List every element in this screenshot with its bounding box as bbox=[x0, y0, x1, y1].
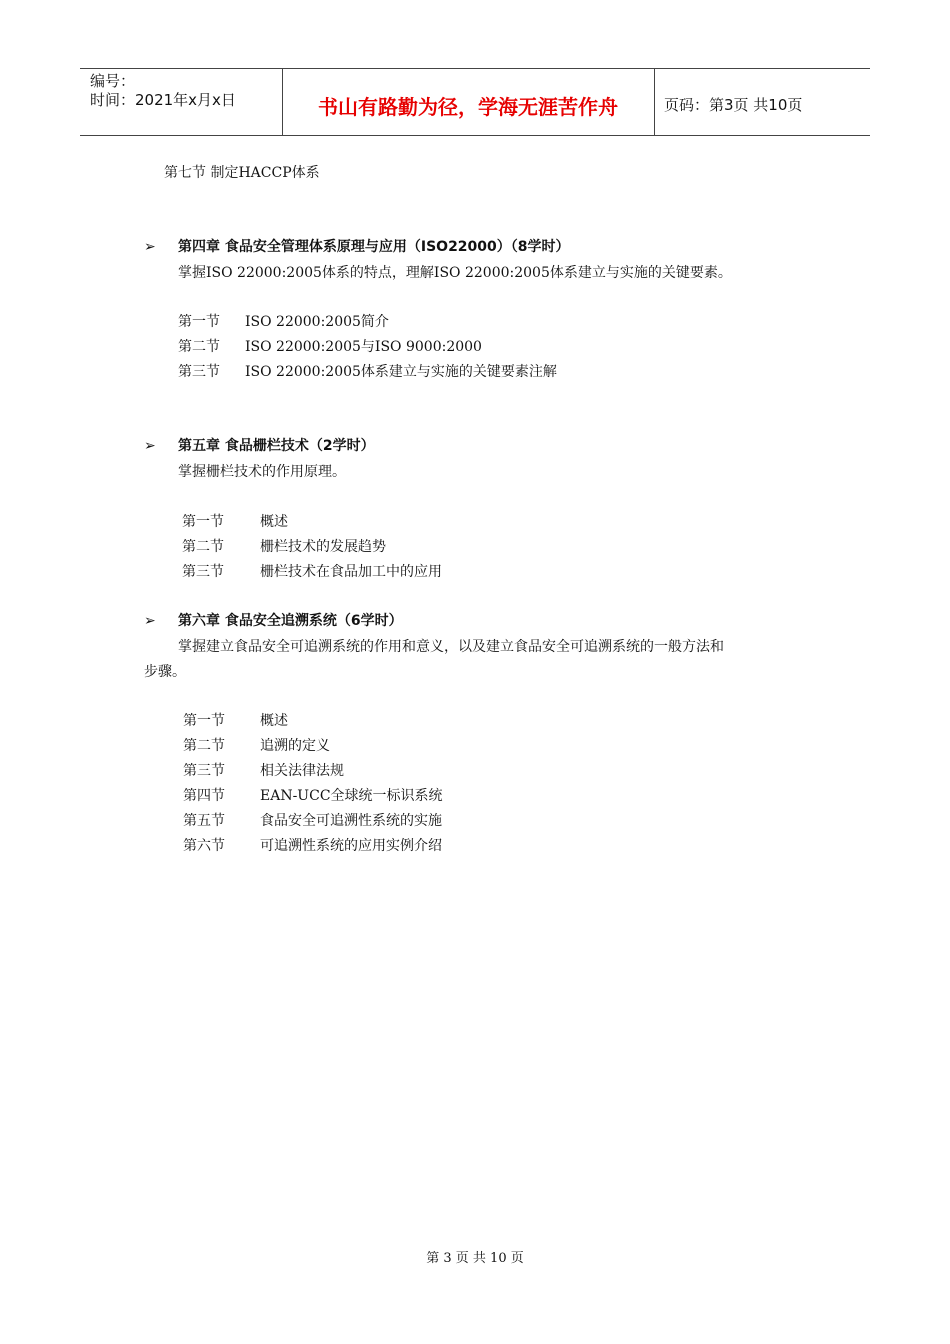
section-item bbox=[183, 710, 288, 730]
chapter-title: 第五章 食品栅栏技术（2学时） bbox=[178, 438, 375, 454]
section-number: 第五节 bbox=[183, 813, 225, 829]
section-title: ISO 22000:2005简介 bbox=[245, 314, 389, 330]
header-meta bbox=[90, 72, 236, 110]
chapter-description: 掌握建立食品安全可追溯系统的作用和意义，以及建立食品安全可追溯系统的一般方法和 bbox=[178, 639, 724, 655]
chapter-title: 第六章 食品安全追溯系统（6学时） bbox=[178, 613, 403, 629]
chapter-description: 掌握栅栏技术的作用原理。 bbox=[178, 464, 346, 480]
header-motto: 书山有路勤为径，学海无涯苦作舟 bbox=[318, 95, 618, 119]
section-title: 食品安全可追溯性系统的实施 bbox=[260, 813, 442, 829]
section-title: 概述 bbox=[260, 514, 288, 530]
section-number: 第三节 bbox=[182, 564, 224, 580]
header-time-label: 时间：2021年x月x日 bbox=[90, 91, 236, 109]
section-item bbox=[178, 336, 482, 356]
section-number: 第三节 bbox=[183, 763, 225, 779]
section-item bbox=[183, 760, 344, 780]
arrow-bullet-icon: ➢ bbox=[144, 438, 156, 454]
section-title: EAN-UCC全球统一标识系统 bbox=[260, 788, 443, 804]
section-item bbox=[183, 835, 442, 855]
chapter-heading bbox=[144, 236, 570, 256]
page-footer: 第 3 页 共 10 页 bbox=[426, 1251, 524, 1266]
arrow-bullet-icon: ➢ bbox=[144, 613, 156, 629]
chapter-description-continued: 步骤。 bbox=[144, 664, 186, 680]
section-item bbox=[178, 361, 557, 381]
section-item bbox=[182, 561, 442, 581]
section-line: 第七节 制定HACCP体系 bbox=[164, 165, 320, 181]
arrow-bullet-icon: ➢ bbox=[144, 239, 156, 255]
section-title: 栅栏技术在食品加工中的应用 bbox=[260, 564, 442, 580]
section-item bbox=[182, 536, 386, 556]
header-top-rule bbox=[80, 68, 870, 69]
section-number: 第六节 bbox=[183, 838, 225, 854]
section-number: 第一节 bbox=[183, 713, 225, 729]
chapter-heading bbox=[144, 435, 375, 455]
section-item bbox=[183, 810, 442, 830]
header-divider-right bbox=[654, 68, 655, 136]
chapter-heading bbox=[144, 610, 403, 630]
section-number: 第二节 bbox=[178, 339, 220, 355]
section-number: 第二节 bbox=[183, 738, 225, 754]
section-title: 栅栏技术的发展趋势 bbox=[260, 539, 386, 555]
section-item bbox=[183, 785, 443, 805]
section-title: 追溯的定义 bbox=[260, 738, 330, 754]
section-number: 第二节 bbox=[182, 539, 224, 555]
section-number: 第一节 bbox=[178, 314, 220, 330]
header-page-label: 页码：第3页 共10页 bbox=[664, 96, 803, 114]
section-title: 可追溯性系统的应用实例介绍 bbox=[260, 838, 442, 854]
header-bottom-rule bbox=[80, 135, 870, 136]
section-number: 第一节 bbox=[182, 514, 224, 530]
chapter-description: 掌握ISO 22000:2005体系的特点，理解ISO 22000:2005体系建立与实施的关键要素。 bbox=[178, 265, 732, 281]
section-title: ISO 22000:2005体系建立与实施的关键要素注解 bbox=[245, 364, 557, 380]
section-title: 相关法律法规 bbox=[260, 763, 344, 779]
section-item bbox=[183, 735, 330, 755]
section-number: 第四节 bbox=[183, 788, 225, 804]
section-item bbox=[182, 511, 288, 531]
section-title: 概述 bbox=[260, 713, 288, 729]
chapter-title: 第四章 食品安全管理体系原理与应用（ISO22000）（8学时） bbox=[178, 239, 570, 255]
section-number: 第三节 bbox=[178, 364, 220, 380]
section-title: ISO 22000:2005与ISO 9000:2000 bbox=[245, 339, 482, 355]
header-number-label: 编号： bbox=[90, 72, 136, 90]
section-item bbox=[178, 311, 389, 331]
